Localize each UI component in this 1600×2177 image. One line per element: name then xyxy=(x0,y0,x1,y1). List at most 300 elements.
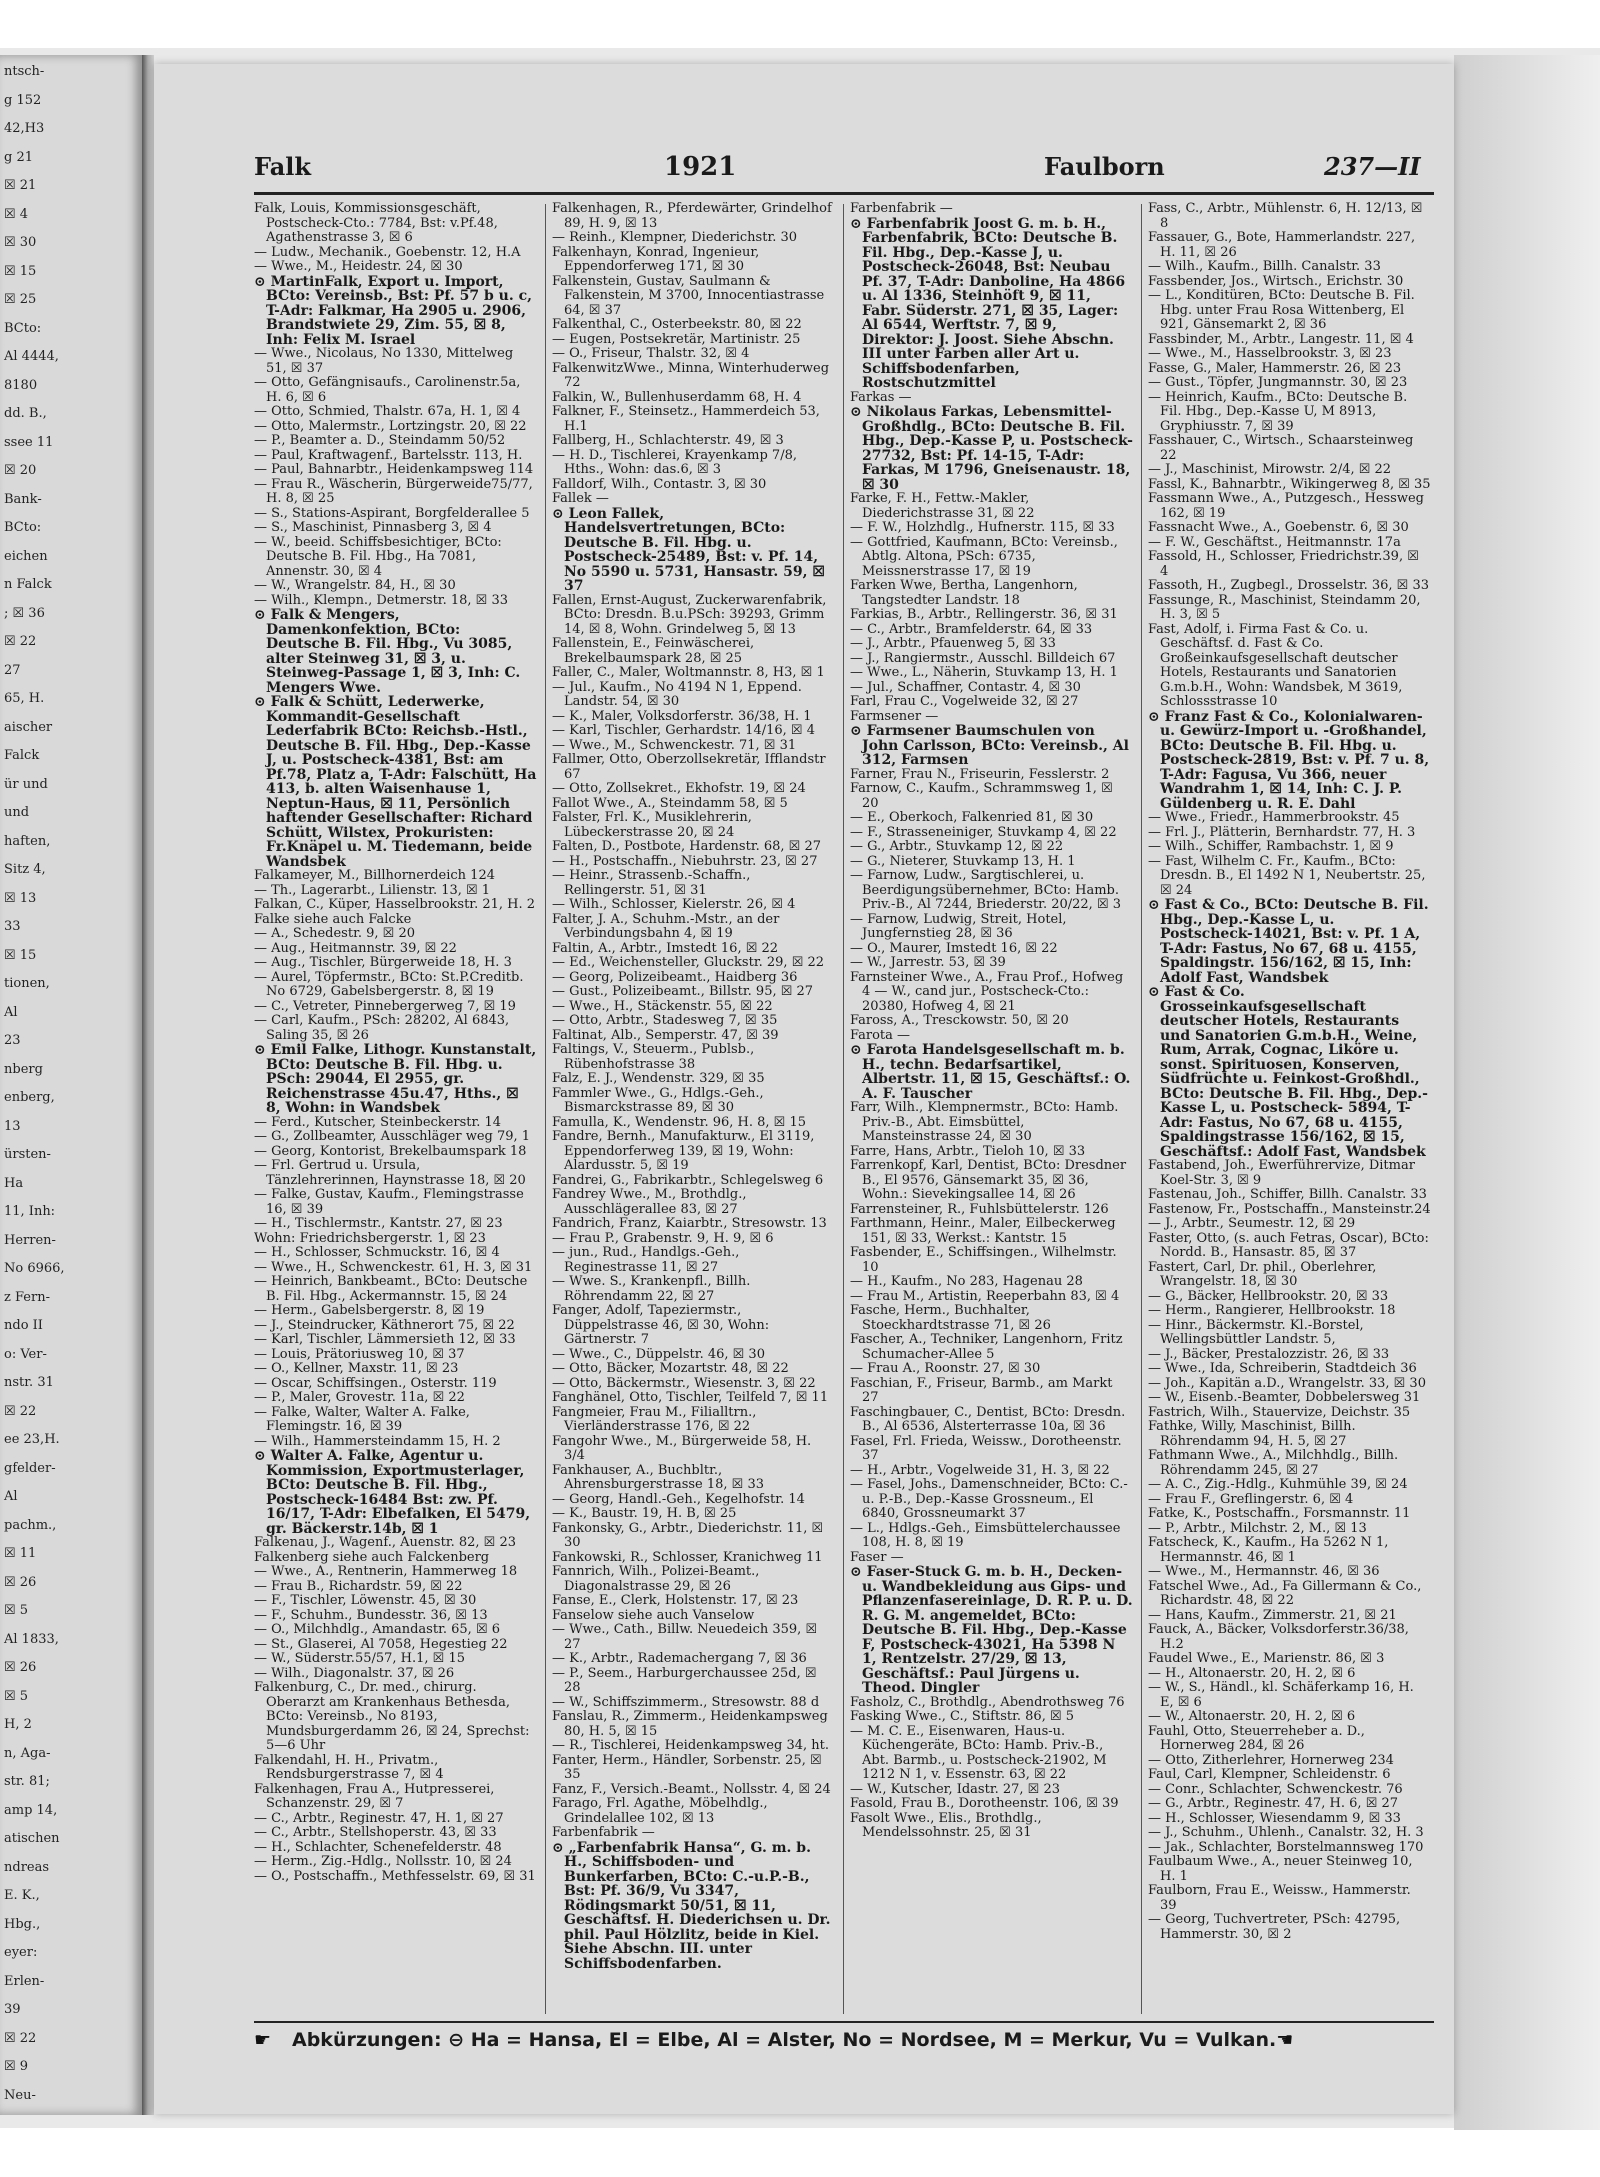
directory-entry: Fallberg, H., Schlachterstr. 49, ☒ 3 xyxy=(552,433,784,448)
directory-entry: Fandrey Wwe., M., Brothdlg., Ausschlägerallee 83, ☒ 27 xyxy=(552,1187,747,1217)
directory-entry: — Wwe., A., Rentnerin, Hammerweg 18 xyxy=(254,1564,518,1579)
directory-entry: — Wwe., Ida, Schreiberin, Stadtdeich 36 xyxy=(1148,1361,1417,1376)
directory-entry: — S., Stations-Aspirant, Borgfelderallee 5 xyxy=(254,505,530,521)
previous-page-fragment: o: Ver- xyxy=(4,1346,47,1362)
directory-entry: Fatke, K., Postschaffn., Forsmannstr. 11 xyxy=(1148,1506,1411,1521)
directory-entry: — Farnow, Ludw., Sargtischlerei, u. Beerdigungsübernehmer, BCto: Hamb. Priv.-B., Al 7244, Briederstr. 20/22, ☒ 3 xyxy=(850,868,1122,912)
directory-entry: — Otto, Arbtr., Stadesweg 7, ☒ 35 xyxy=(552,1013,778,1028)
directory-entry: — W., Schiffszimmerm., Stresowstr. 88 d xyxy=(552,1694,820,1710)
previous-page-fragment: E. K., xyxy=(4,1888,40,1903)
directory-entry: Falkenhayn, Konrad, Ingenieur, Eppendorferweg 171, ☒ 30 xyxy=(552,244,760,274)
directory-entry: — Wilh., Klempn., Detmerstr. 18, ☒ 33 xyxy=(254,592,508,608)
directory-entry: — Ferd., Kutscher, Steinbeckerstr. 14 xyxy=(254,1114,502,1130)
directory-entry: Faulborn, Frau E., Weissw., Hammerstr. 39 xyxy=(1148,1883,1411,1913)
directory-entry: ⊙ Leon Fallek, Handelsvertretungen, BCto: Deutsche B. Fil. Hbg. u. Postscheck-25489, Bst: v. Pf. 14, No 5590 u. 5731, Hansastr. 59, ☒ 37 xyxy=(552,505,825,594)
directory-entry: Fatscheck, K., Kaufm., Ha 5262 N 1, Hermannstr. 46, ☒ 1 xyxy=(1148,1535,1389,1565)
directory-entry: Fallot Wwe., A., Steindamm 58, ☒ 5 xyxy=(552,795,788,811)
directory-entry: — Jul., Schaffner, Contastr. 4, ☒ 30 xyxy=(850,679,1081,695)
previous-page-fragment: ☒ 5 xyxy=(4,1603,29,1618)
previous-page-fragment: Al xyxy=(4,1004,18,1020)
directory-entry: Falkan, C., Küper, Hasselbrookstr. 21, H. 2 xyxy=(254,897,536,912)
previous-page-fragment: haften, xyxy=(4,833,51,849)
directory-entry: ⊙ Franz Fast & Co., Kolonialwaren- u. Gewürz-Import u. -Großhandel, BCto: Deutsche B. Fil. Hbg. u. Postscheck-2819, Bst: v. Pf. 7 u. 8, T-Adr: Fagusa, Vu 366, neuer Wandrahm 1, ☒ 14, Inh: C. J. P. Güldenberg u. R. E. Dahl xyxy=(1148,708,1430,812)
directory-entry: Faschian, F., Friseur, Barmb., am Markt 27 xyxy=(850,1375,1113,1405)
column-4 xyxy=(1148,202,1431,2022)
previous-page-fragment: ☒ 5 xyxy=(4,1688,29,1704)
directory-entry: Farrensteiner, R., Fuhlsbüttelerstr. 126 xyxy=(850,1201,1109,1217)
directory-entry: Fasche, Herm., Buchhalter, Stoeckhardtstrasse 71, ☒ 26 xyxy=(850,1303,1051,1333)
directory-entry: — H., Tischlermstr., Kantstr. 27, ☒ 23 xyxy=(254,1216,503,1231)
directory-entry: — W., Eisenb.-Beamter, Dobbelersweg 31 xyxy=(1148,1390,1421,1405)
directory-entry: — Otto, Malermstr., Lortzingstr. 20, ☒ 22 xyxy=(254,418,527,434)
directory-entry: ⊙ Falk & Mengers, Damenkonfektion, BCto: Deutsche B. Fil. Hbg., Vu 3085, alter Steinweg 31, ☒ 3, u. Steinweg-Passage 1, ☒ 3, Inh: C. Mengers Wwe. xyxy=(254,607,521,696)
directory-entry: — Farnow, Ludwig, Streit, Hotel, Jungfernstieg 28, ☒ 36 xyxy=(850,911,1067,941)
directory-entry: — P., Maler, Grovestr. 11a, ☒ 22 xyxy=(254,1390,465,1405)
directory-entry: — Jul., Kaufm., No 4194 N 1, Eppend. Landstr. 54, ☒ 30 xyxy=(552,679,802,709)
directory-entry: Wohn: Friedrichsbergerstr. 1, ☒ 23 xyxy=(254,1230,486,1246)
previous-page-fragment: ntsch- xyxy=(4,64,45,79)
directory-entry: — Louis, Prätoriusweg 10, ☒ 37 xyxy=(254,1346,465,1362)
directory-entry: Fasse, G., Maler, Hammerstr. 26, ☒ 23 xyxy=(1148,360,1402,376)
directory-entry: Falster, Frl. K., Musiklehrerin, Lübeckerstrasse 20, ☒ 24 xyxy=(552,810,752,840)
directory-entry: — Wwe., H., Schwenckestr. 61, H. 3, ☒ 31 xyxy=(254,1259,533,1275)
previous-page-fragment: enberg, xyxy=(4,1090,55,1105)
directory-entry: Faltings, V., Steuerm., Publsb., Rübenhofstrasse 38 xyxy=(552,1042,755,1072)
previous-page-fragment: n Falck xyxy=(4,577,52,592)
directory-entry: — J., Rangiermstr., Ausschl. Billdeich 67 xyxy=(850,650,1116,666)
directory-entry: — W., beeid. Schiffsbesichtiger, BCto: Deutsche B. Fil. Hbg., Ha 7081, Annenstr. 30, ☒ 4 xyxy=(254,534,502,579)
previous-page-fragment: 33 xyxy=(4,919,21,934)
abbreviations-footer xyxy=(254,2029,1434,2057)
directory-entry: — Herm., Zig.-Hdlg., Nollsstr. 10, ☒ 24 xyxy=(254,1854,512,1869)
directory-entry: Fastabend, Joh., Ewerführervize, Ditmar Koel-Str. 3, ☒ 9 xyxy=(1148,1158,1415,1188)
directory-entry: — H., Altonaerstr. 20, H. 2, ☒ 6 xyxy=(1148,1665,1356,1681)
previous-page-fragment: ssee 11 xyxy=(4,434,54,450)
previous-page-fragment: ndo II xyxy=(4,1318,43,1333)
directory-entry: — Th., Lagerarbt., Lilienstr. 13, ☒ 1 xyxy=(254,882,491,898)
directory-entry: Fallenstein, E., Feinwäscherei, Brekelbaumspark 28, ☒ 25 xyxy=(552,636,755,666)
directory-entry: — Georg, Polizeibeamt., Haidberg 36 xyxy=(552,969,798,985)
directory-entry: — Wwe., Nicolaus, No 1330, Mittelweg 51, ☒ 37 xyxy=(254,346,514,376)
directory-entry: Fanger, Adolf, Tapeziermstr., Düppelstrasse 46, ☒ 30, Wohn: Gärtnerstr. 7 xyxy=(552,1303,770,1347)
directory-entry: Fastert, Carl, Dr. phil., Oberlehrer, Wrangelstr. 18, ☒ 30 xyxy=(1148,1259,1377,1289)
directory-entry: Faschingbauer, C., Dentist, BCto: Dresdn. B., Al 6536, Alsterterrasse 10a, ☒ 36 xyxy=(850,1404,1126,1434)
header-first-name: Falk xyxy=(254,152,312,181)
directory-entry: — Gottfried, Kaufmann, BCto: Vereinsb., Abtlg. Altona, PSch: 6735, Meissnerstrasse 17, ☒ 19 xyxy=(850,534,1118,579)
directory-entry: Falter, J. A., Schuhm.-Mstr., an der Verbindungsbahn 4, ☒ 19 xyxy=(552,911,780,941)
directory-entry: — Aug., Tischler, Bürgerweide 18, H. 3 xyxy=(254,955,512,970)
directory-entry: — P., Beamter a. D., Steindamm 50/52 xyxy=(254,433,506,448)
directory-entry: Faller, C., Maler, Woltmannstr. 8, H3, ☒ 1 xyxy=(552,665,825,680)
directory-entry: Farl, Frau C., Vogelweide 32, ☒ 27 xyxy=(850,694,1079,709)
directory-entry: ⊙ Fast & Co., BCto: Deutsche B. Fil. Hbg., Dep.-Kasse L, u. Postscheck-14021, Bst: v. Pf. 1 A, T-Adr: Fastus, No 67, 68 u. 4155, Spaldingstr. 156/162, ☒ 15, Inh: Adolf Fast, Wandsbek xyxy=(1148,897,1429,986)
directory-entry: Falz, E. J., Wendenstr. 329, ☒ 35 xyxy=(552,1071,765,1086)
previous-page-fragment: ☒ 9 xyxy=(4,2059,29,2074)
previous-page-fragment: aischer xyxy=(4,719,53,735)
directory-entry: — H., Postschaffn., Niebuhrstr. 23, ☒ 27 xyxy=(552,853,818,869)
directory-entry: — jun., Rud., Handlgs.-Geh., Reginestrasse 11, ☒ 27 xyxy=(552,1245,740,1275)
directory-entry: Fassold, H., Schlosser, Friedrichstr.39, ☒ 4 xyxy=(1148,549,1419,579)
directory-entry: Falkenau, J., Wagenf., Auenstr. 82, ☒ 23 xyxy=(254,1535,516,1550)
directory-entry: Fanghänel, Otto, Tischler, Teilfeld 7, ☒ 11 xyxy=(552,1390,829,1405)
directory-entry: — C., Arbtr., Bramfelderstr. 64, ☒ 33 xyxy=(850,621,1093,637)
directory-entry: ⊙ Faser-Stuck G. m. b. H., Decken- u. Wandbekleidung aus Gips- und Pflanzenfasereinlage, D. R. P. u. D. R. G. M. angemeldet, BCto: Deutsche B. Fil. Hbg., Dep.-Kasse F, Postscheck-43021, Ha 5398 N 1, Rentzelstr. 27/29, ☒ 13, Geschäftsf.: Paul Jürgens u. Theod. Dingler xyxy=(850,1564,1133,1696)
directory-entry: — M. C. E., Eisenwaren, Haus-u. Küchengeräte, BCto: Hamb. Priv.-B., Abt. Barmb., u. Postscheck-21902, M 1212 N 1, v. Essenstr. 63, ☒ 22 xyxy=(850,1723,1107,1782)
previous-page-fragment: 42,H3 xyxy=(4,121,45,136)
directory-entry: — W., Kutscher, Idastr. 27, ☒ 23 xyxy=(850,1781,1060,1797)
directory-entry: — A., Schedestr. 9, ☒ 20 xyxy=(254,926,415,941)
directory-entry: Falkenstein, Gustav, Saulmann & Falkenstein, M 3700, Innocentiastrasse 64, ☒ 37 xyxy=(552,273,825,318)
previous-page-fragment: Neu- xyxy=(4,2087,36,2103)
directory-entry: — Otto, Schmied, Thalstr. 67a, H. 1, ☒ 4 xyxy=(254,404,521,419)
previous-page-fragment: g 21 xyxy=(4,149,33,165)
directory-entry: — Wilh., Hammersteindamm 15, H. 2 xyxy=(254,1433,501,1449)
previous-page-fragment: BCto: xyxy=(4,320,42,336)
directory-entry: — H., Arbtr., Vogelweide 31, H. 3, ☒ 22 xyxy=(850,1462,1110,1478)
directory-entry: ⊙ Nikolaus Farkas, Lebensmittel-Großhdlg., BCto: Deutsche B. Fil. Hbg., Dep.-Kasse P, u. Postscheck-27732, Bst: Pf. 14-15, T-Adr: Farkas, M 1796, Gneisenaustr. 18, ☒ 30 xyxy=(850,404,1133,493)
directory-entry: Fassauer, G., Bote, Hammerlandstr. 227, H. 11, ☒ 26 xyxy=(1148,230,1416,260)
directory-entry: — W., Wrangelstr. 84, H., ☒ 30 xyxy=(254,578,456,593)
directory-entry: — J., Arbtr., Seumestr. 12, ☒ 29 xyxy=(1148,1216,1356,1231)
previous-page-fragment: 65, H. xyxy=(4,691,45,706)
directory-entry: — Conr., Schlachter, Schwenckestr. 76 xyxy=(1148,1781,1403,1797)
previous-page-fragment: ndreas xyxy=(4,1859,50,1875)
directory-entry: — Karl, Tischler, Gerhardstr. 14/16, ☒ 4 xyxy=(552,723,815,738)
directory-entry: Fathmann Wwe., A., Milchhdlg., Billh. Röhrendamm 245, ☒ 27 xyxy=(1148,1448,1399,1478)
directory-entry: Falke siehe auch Falcke xyxy=(254,911,412,927)
directory-entry: Fathke, Willy, Maschinist, Billh. Röhrendamm 94, H. 5, ☒ 27 xyxy=(1148,1419,1356,1449)
directory-entry: Farkias, B., Arbtr., Rellingerstr. 36, ☒ 31 xyxy=(850,607,1118,622)
directory-entry: — Carl, Kaufm., PSch: 28202, Al 6843, Saling 35, ☒ 26 xyxy=(254,1013,510,1043)
directory-entry: — Otto, Gefängnisaufs., Carolinenstr.5a, H. 6, ☒ 6 xyxy=(254,375,521,405)
previous-page-fragment: Hbg., xyxy=(4,1916,41,1932)
directory-entry: Faross, A., Tresckowstr. 50, ☒ 20 xyxy=(850,1013,1069,1028)
previous-page-fragment: ☒ 15 xyxy=(4,263,37,279)
directory-entry: — K., Maler, Volksdorferstr. 36/38, H. 1 xyxy=(552,708,812,724)
directory-entry: — F., Strasseneiniger, Stuvkamp 4, ☒ 22 xyxy=(850,824,1117,840)
directory-entry: Fankonsky, G., Arbtr., Diederichstr. 11, ☒ 30 xyxy=(552,1520,824,1550)
directory-entry: — Hans, Kaufm., Zimmerstr. 21, ☒ 21 xyxy=(1148,1607,1397,1623)
directory-entry: Faster, Otto, (s. auch Fetras, Oscar), BCto: Nordd. B., Hansastr. 85, ☒ 37 xyxy=(1148,1230,1429,1260)
directory-entry: Fanter, Herm., Händler, Sorbenstr. 25, ☒ 35 xyxy=(552,1752,822,1782)
directory-entry: — Wilh., Kaufm., Billh. Canalstr. 33 xyxy=(1148,259,1381,274)
directory-entry: — C., Vetreter, Pinnebergerweg 7, ☒ 19 xyxy=(254,998,516,1014)
directory-entry: — Falke, Gustav, Kaufm., Flemingstrasse 16, ☒ 39 xyxy=(254,1187,524,1217)
directory-entry: — Fast, Wilhelm C. Fr., Kaufm., BCto: Dresdn. B., El 1492 N 1, Neubertstr. 25, ☒ 24 xyxy=(1148,853,1426,898)
directory-entry: — F. W., Geschäftst., Heitmannstr. 17a xyxy=(1148,534,1401,550)
directory-entry: Farota — xyxy=(850,1027,911,1043)
directory-entry: — Karl, Tischler, Lämmersieth 12, ☒ 33 xyxy=(254,1332,516,1347)
directory-entry: Fasel, Frl. Frieda, Weissw., Dorotheenstr. 37 xyxy=(850,1433,1122,1463)
directory-entry: — Heinr., Strassenb.-Schaffn., Rellingerstr. 51, ☒ 31 xyxy=(552,868,751,898)
directory-entry: — Aurel, Töpfermstr., BCto: St.P.Creditb. No 6729, Gabelsbergerstr. 8, ☒ 19 xyxy=(254,969,524,999)
directory-entry: ⊙ MartinFalk, Export u. Import, BCto: Vereinsb., Bst: Pf. 57 b u. c, T-Adr: Falkmar, Ha 2905 u. 2906, Brandstwiete 29, Zim. 55, ☒ 8, Inh: Felix M. Israel xyxy=(254,273,533,348)
directory-entry: Fascher, A., Techniker, Langenhorn, Fritz Schumacher-Allee 5 xyxy=(850,1332,1123,1362)
directory-entry: — Hinr., Bäckermstr. Kl.-Borstel, Wellingsbüttler Landstr. 5, xyxy=(1148,1317,1364,1347)
directory-entry: — Reinh., Klempner, Diederichstr. 30 xyxy=(552,230,798,245)
directory-entry: — J., Arbtr., Pfauenweg 5, ☒ 33 xyxy=(850,636,1056,651)
directory-entry: — E., Oberkoch, Falkenried 81, ☒ 30 xyxy=(850,810,1094,825)
directory-entry: Falkenhagen, R., Pferdewärter, Grindelhof 89, H. 9, ☒ 13 xyxy=(552,202,832,231)
directory-entry: Fauck, A., Bäcker, Volksdorferstr.36/38, H.2 xyxy=(1148,1622,1409,1652)
previous-page-fragment: Erlen- xyxy=(4,1973,45,1989)
directory-entry: Fassmann Wwe., A., Putzgesch., Hessweg 162, ☒ 19 xyxy=(1148,491,1424,521)
directory-entry: — Gust., Töpfer, Jungmannstr. 30, ☒ 23 xyxy=(1148,375,1408,390)
directory-entry: Farnsteiner Wwe., A., Frau Prof., Hofweg 4 — W., cand jur., Postscheck-Cto.: 20380, Hofweg 4, ☒ 21 xyxy=(850,969,1124,1014)
directory-entry: — Wwe., C., Düppelstr. 46, ☒ 30 xyxy=(552,1346,765,1362)
right-margin xyxy=(1454,55,1600,2130)
previous-page-fragment: ☒ 30 xyxy=(4,235,37,250)
directory-entry: Fandre, Bernh., Manufakturw., El 3119, Eppendorferweg 139, ☒ 19, Wohn: Alardusstr. 5, ☒ 19 xyxy=(552,1129,815,1173)
directory-entry: — Falke, Walter, Walter A. Falke, Flemingstr. 16, ☒ 39 xyxy=(254,1404,470,1434)
previous-page-fragment: Al xyxy=(4,1489,18,1504)
directory-entry: Fasold, Frau B., Dorotheenstr. 106, ☒ 39 xyxy=(850,1796,1119,1811)
directory-entry: — Frau A., Roonstr. 27, ☒ 30 xyxy=(850,1361,1041,1376)
directory-entry: — F., Schuhm., Bundesstr. 36, ☒ 13 xyxy=(254,1607,488,1623)
previous-page-fragment: ür und xyxy=(4,776,48,792)
directory-entry: Faudel Wwe., E., Marienstr. 86, ☒ 3 xyxy=(1148,1651,1385,1666)
previous-page-fragment: BCto: xyxy=(4,520,42,535)
directory-entry: — Ed., Weichensteller, Gluckstr. 29, ☒ 22 xyxy=(552,955,825,970)
directory-entry: — Wwe., H., Stäckenstr. 55, ☒ 22 xyxy=(552,998,773,1014)
directory-entry: — A. C., Zig.-Hdlg., Kuhmühle 39, ☒ 24 xyxy=(1148,1477,1408,1492)
directory-entry: ⊙ Farbenfabrik Joost G. m. b. H., Farbenfabrik, BCto: Deutsche B. Fil. Hbg., Dep.-Kasse J, u. Postscheck-26048, Bst: Neubau Pf. 37, T-Adr: Danboline, Ha 4866 u. Al 1336, Steinhöft 9, ☒ 11, Fabr. Süderstr. 271, ☒ 35, Lager: Al 6544, Werftstr. 7, ☒ 9, Direktor: J. Joost. Siehe Abschn. III unter Farben aller Art u. Schiffsbodenfarben, Rostschutzmittel xyxy=(850,215,1126,391)
previous-page-fragment: atischen xyxy=(4,1831,60,1846)
directory-entry: — H., Kaufm., No 283, Hagenau 28 xyxy=(850,1274,1083,1289)
directory-entry: Fanselow siehe auch Vanselow xyxy=(552,1607,755,1623)
directory-entry: FalkenwitzWwe., Minna, Winterhuderweg 72 xyxy=(552,360,830,390)
directory-entry: Fast, Adolf, i. Firma Fast & Co. u. Geschäftsf. d. Fast & Co. Großeinkaufsgesellschaft deutscher Hotels, Restaurants und Sanatorien G.m.b.H., Wohn: Wandsbek, M 3619, Schlossstrasse 10 xyxy=(1148,621,1403,709)
directory-entry: Farner, Frau N., Friseurin, Fesslerstr. 2 xyxy=(850,766,1110,782)
directory-entry: — Wwe., M., Heidestr. 24, ☒ 30 xyxy=(254,259,463,274)
directory-entry: Falldorf, Wilh., Contastr. 3, ☒ 30 xyxy=(552,476,767,492)
directory-entry: — O., Postschaffn., Methfesselstr. 69, ☒ 31 xyxy=(254,1868,536,1884)
directory-entry: — W., S., Händl., kl. Schäferkamp 16, H. E, ☒ 6 xyxy=(1148,1680,1414,1710)
column-3 xyxy=(850,202,1133,2022)
previous-page-fragment: ☒ 26 xyxy=(4,1574,37,1590)
directory-entry: ⊙ Emil Falke, Lithogr. Kunstanstalt, BCto: Deutsche B. Fil. Hbg. u. PSch: 29044, El 2955, gr. Reichenstrasse 45u.47, Hths., ☒ 8, Wohn: in Wandsbek xyxy=(254,1042,537,1116)
header-year: 1921 xyxy=(664,152,737,182)
directory-entry: ⊙ Farota Handelsgesellschaft m. b. H., techn. Bedarfsartikel, Albertstr. 11, ☒ 15, Geschäftsf.: O. A. F. Tauscher xyxy=(850,1042,1131,1102)
previous-page-fragment: amp 14, xyxy=(4,1802,58,1818)
previous-page-fragment: Al 4444, xyxy=(4,349,59,364)
directory-entry: — Joh., Kapitän a.D., Wrangelstr. 33, ☒ 30 xyxy=(1148,1375,1426,1391)
directory-entry: — Eugen, Postsekretär, Martinistr. 25 xyxy=(552,331,801,347)
directory-entry: — H., Schlosser, Schmuckstr. 16, ☒ 4 xyxy=(254,1245,500,1260)
directory-entry: — H. D., Tischlerei, Krayenkamp 7/8, Hths., Wohn: das.6, ☒ 3 xyxy=(552,447,797,477)
directory-entry: Fannrich, Wilh., Polizei-Beamt., Diagonalstrasse 29, ☒ 26 xyxy=(552,1564,760,1594)
directory-entry: — Oscar, Schiffsingen., Osterstr. 119 xyxy=(254,1375,497,1391)
column-divider xyxy=(843,204,844,2014)
column-divider xyxy=(1141,204,1142,2014)
previous-page-fragment: tionen, xyxy=(4,976,50,991)
directory-entry: Fastrich, Wilh., Stauervize, Deichstr. 35 xyxy=(1148,1404,1411,1420)
directory-page xyxy=(154,64,1454,2114)
directory-entry: Fasking Wwe., C., Stiftstr. 86, ☒ 5 xyxy=(850,1709,1075,1724)
directory-entry: Fammler Wwe., G., Hdlgs.-Geh., Bismarckstrasse 89, ☒ 30 xyxy=(552,1085,764,1115)
directory-entry: — Wwe. S., Krankenpfl., Billh. Röhrendamm 22, ☒ 27 xyxy=(552,1274,751,1304)
directory-entry: — St., Glaserei, Al 7058, Hegestieg 22 xyxy=(254,1636,508,1652)
directory-entry: — H., Schlachter, Schenefelderstr. 48 xyxy=(254,1839,502,1855)
directory-entry: — Georg, Kontorist, Brekelbaumspark 18 xyxy=(254,1143,527,1159)
previous-page-fragment: Bank- xyxy=(4,491,42,507)
directory-entry: Farago, Frl. Agathe, Möbelhdlg., Grindelallee 102, ☒ 13 xyxy=(552,1796,768,1826)
directory-entry: Fassoth, H., Zugbegl., Drosselstr. 36, ☒ 33 xyxy=(1148,578,1430,593)
directory-entry: Fassbinder, M., Arbtr., Langestr. 11, ☒ 4 xyxy=(1148,331,1414,347)
directory-entry: Fauhl, Otto, Steuerreheber a. D., Hornerweg 284, ☒ 26 xyxy=(1148,1723,1365,1753)
page-number: 237—II xyxy=(1324,152,1421,181)
previous-page-fragment: ☒ 20 xyxy=(4,463,37,478)
previous-page-fragment: pachm., xyxy=(4,1517,57,1533)
previous-page-fragment: ☒ 26 xyxy=(4,1660,37,1675)
directory-entry: — C., Arbtr., Stellshoperstr. 43, ☒ 33 xyxy=(254,1825,497,1840)
column-1 xyxy=(254,202,537,2022)
previous-page-fragment: z Fern- xyxy=(4,1289,50,1305)
previous-page-fragment: eichen xyxy=(4,548,48,564)
previous-page-fragment: nstr. 31 xyxy=(4,1375,54,1390)
directory-entry: Fallmer, Otto, Oberzollsekretär, Ifflandstr 67 xyxy=(552,752,826,782)
directory-entry: Falkenthal, C., Osterbeekstr. 80, ☒ 22 xyxy=(552,317,802,332)
previous-page-fragment: Ha xyxy=(4,1175,24,1191)
directory-entry: — Otto, Zitherlehrer, Hornerweg 234 xyxy=(1148,1752,1394,1768)
directory-entry: Falkenhagen, Frau A., Hutpresserei, Schanzenstr. 29, ☒ 7 xyxy=(254,1781,495,1811)
directory-entry: Fatschel Wwe., Ad., Fa Gillermann & Co., Richardstr. 48, ☒ 22 xyxy=(1148,1578,1422,1608)
directory-entry: — Wilh., Schiffer, Rambachstr. 1, ☒ 9 xyxy=(1148,839,1394,854)
previous-page-fragment: Al 1833, xyxy=(4,1631,59,1647)
directory-entry: Fastenow, Fr., Postschaffn., Mansteinstr.24 xyxy=(1148,1201,1431,1217)
directory-entry: — Wilh., Diagonalstr. 37, ☒ 26 xyxy=(254,1665,455,1681)
directory-entry: — Wilh., Schlosser, Kielerstr. 26, ☒ 4 xyxy=(552,897,796,912)
directory-entry: — Otto, Zollsekret., Ekhofstr. 19, ☒ 24 xyxy=(552,781,806,796)
directory-entry: Fanse, E., Clerk, Holstenstr. 17, ☒ 23 xyxy=(552,1593,799,1608)
footer-rule xyxy=(254,2021,1434,2023)
directory-entry: Fassunge, R., Maschinist, Steindamm 20, H. 3, ☒ 5 xyxy=(1148,592,1421,622)
directory-entry: — O., Kellner, Maxstr. 11, ☒ 23 xyxy=(254,1361,459,1376)
directory-entry: — Paul, Bahnarbtr., Heidenkampsweg 114 xyxy=(254,462,534,477)
directory-entry: Fankowski, R., Schlosser, Kranichweg 11 xyxy=(552,1549,823,1565)
directory-entry: — Wwe., L., Näherin, Stuvkamp 13, H. 1 xyxy=(850,665,1118,680)
directory-entry: Fandrei, G., Fabrikarbtr., Schlegelsweg 6 xyxy=(552,1172,824,1188)
previous-page-fragment: ürsten- xyxy=(4,1147,51,1162)
directory-entry: — Herm., Rangierer, Hellbrookstr. 18 xyxy=(1148,1303,1396,1318)
previous-page-fragment: H, 2 xyxy=(4,1717,32,1732)
directory-entry: — P., Arbtr., Milchstr. 2, M., ☒ 13 xyxy=(1148,1520,1367,1536)
directory-entry: — Otto, Bäcker, Mozartstr. 48, ☒ 22 xyxy=(552,1361,789,1376)
previous-page-fragment: 11, Inh: xyxy=(4,1204,56,1219)
directory-entry: — W., Jarrestr. 53, ☒ 39 xyxy=(850,955,1006,970)
directory-entry: Fanslau, R., Zimmerm., Heidenkampsweg 80, H. 5, ☒ 15 xyxy=(552,1709,828,1739)
previous-page-fragment: ☒ 25 xyxy=(4,292,37,307)
previous-page-fragment: ☒ 22 xyxy=(4,634,37,649)
directory-entry: — L., Hdlgs.-Geh., Eimsbüttelerchaussee 108, H. 8, ☒ 19 xyxy=(850,1520,1121,1550)
directory-entry: — Georg, Handl.-Geh., Kegelhofstr. 14 xyxy=(552,1491,805,1507)
previous-page-fragment: ☒ 22 xyxy=(4,2030,37,2046)
directory-entry: — O., Friseur, Thalstr. 32, ☒ 4 xyxy=(552,346,750,361)
page-header xyxy=(254,152,1434,188)
previous-page-fragment: dd. B., xyxy=(4,406,47,421)
previous-page-fragment: 8180 xyxy=(4,377,38,393)
directory-entry: — Herm., Gabelsbergerstr. 8, ☒ 19 xyxy=(254,1303,485,1318)
directory-entry: Fasshauer, C., Wirtsch., Schaarsteinweg 22 xyxy=(1148,433,1414,463)
directory-entry: — Heinrich, Bankbeamt., BCto: Deutsche B. Fil. Hbg., Ackermannstr. 15, ☒ 24 xyxy=(254,1274,528,1304)
directory-entry: Farmsener — xyxy=(850,708,939,724)
previous-page-fragment: 13 xyxy=(4,1118,21,1134)
directory-entry: Fass, C., Arbtr., Mühlenstr. 6, H. 12/13, ☒ 8 xyxy=(1148,202,1423,231)
hand-pointer-icon: ☚ xyxy=(1276,2029,1294,2051)
directory-entry: — L., Konditüren, BCto: Deutsche B. Fil. Hbg. unter Frau Rosa Wittenberg, El 921, Gänsemarkt 2, ☒ 36 xyxy=(1148,288,1415,332)
previous-page-fragment: 27 xyxy=(4,662,21,678)
directory-entry: Famulla, K., Wendenstr. 96, H. 8, ☒ 15 xyxy=(552,1114,807,1130)
directory-entry: — Aug., Heitmannstr. 39, ☒ 22 xyxy=(254,940,457,956)
directory-entry: — J., Schuhm., Uhlenh., Canalstr. 32, H. 3 xyxy=(1148,1825,1424,1840)
abbreviations-text: Abkürzungen: ⊖ Ha = Hansa, El = Elbe, Al = Alster, No = Nordsee, M = Merkur, Vu = Vulkan. xyxy=(292,2029,1277,2051)
directory-entry: — Ludw., Mechanik., Goebenstr. 12, H.A xyxy=(254,244,521,260)
directory-entry: Fasolt Wwe., Elis., Brothdlg., Mendelssohnstr. 25, ☒ 31 xyxy=(850,1810,1042,1840)
directory-entry: Fandrich, Franz, Kaiarbtr., Stresowstr. 13 xyxy=(552,1216,827,1231)
directory-entry: Falkameyer, M., Billhornerdeich 124 xyxy=(254,868,495,883)
directory-entry: — Frau P., Grabenstr. 9, H. 9, ☒ 6 xyxy=(552,1230,774,1246)
hand-pointer-icon: ☛ xyxy=(254,2029,272,2051)
directory-entry: — Frau B., Richardstr. 59, ☒ 22 xyxy=(254,1578,463,1594)
previous-page-fragment: und xyxy=(4,805,30,820)
directory-entry: Fassbender, Jos., Wirtsch., Erichstr. 30 xyxy=(1148,273,1404,289)
directory-entry: Faltinat, Alb., Semperstr. 47, ☒ 39 xyxy=(552,1027,779,1043)
column-divider xyxy=(545,204,546,2014)
previous-page-fragment: ☒ 13 xyxy=(4,890,37,906)
directory-entry: — J., Maschinist, Mirowstr. 2/4, ☒ 22 xyxy=(1148,462,1392,477)
previous-page-fragment: No 6966, xyxy=(4,1261,65,1276)
directory-entry: — Georg, Tuchvertreter, PSch: 42795, Hammerstr. 30, ☒ 2 xyxy=(1148,1912,1401,1942)
directory-entry: ⊙ Farmsener Baumschulen von John Carlsson, BCto: Vereinsb., Al 312, Farmsen xyxy=(850,723,1129,768)
directory-entry: — J., Bäcker, Prestalozzistr. 26, ☒ 33 xyxy=(1148,1346,1390,1362)
directory-entry: — Frau F., Greflingerstr. 6, ☒ 4 xyxy=(1148,1491,1354,1507)
directory-entry: Faul, Carl, Klempner, Schleidenstr. 6 xyxy=(1148,1767,1391,1782)
directory-entry: — P., Seem., Harburgerchaussee 25d, ☒ 28 xyxy=(552,1665,817,1695)
directory-entry: — Jak., Schlachter, Borstelmannsweg 170 xyxy=(1148,1839,1424,1855)
directory-entry: — Frau R., Wäscherin, Bürgerweide75/77, H. 8, ☒ 25 xyxy=(254,476,533,506)
header-last-name: Faulborn xyxy=(1044,152,1165,181)
directory-entry: — G., Nieterer, Stuvkamp 13, H. 1 xyxy=(850,853,1076,869)
directory-entry: Falkenburg, C., Dr. med., chirurg. Oberarzt am Krankenhaus Bethesda, BCto: Vereinsb., No 8193, Mundsburgerdamm 26, ☒ 24, Sprechst: 5—6 Uhr xyxy=(254,1680,530,1753)
directory-entry: — Otto, Bäckermstr., Wiesenstr. 3, ☒ 22 xyxy=(552,1375,816,1391)
directory-entry: Fasholz, C., Brothdlg., Abendrothsweg 76 xyxy=(850,1694,1125,1710)
previous-page-fragment: Herren- xyxy=(4,1232,56,1248)
directory-entry: — W., Süderstr.55/57, H.1, ☒ 15 xyxy=(254,1651,466,1666)
directory-entry: Farbenfabrik — xyxy=(552,1825,655,1840)
directory-entry: Fastenau, Joh., Schiffer, Billh. Canalstr. 33 xyxy=(1148,1187,1427,1202)
previous-page-fragment: eyer: xyxy=(4,1945,38,1960)
directory-entry: Farke, F. H., Fettw.-Makler, Diederichstrasse 31, ☒ 22 xyxy=(850,491,1035,521)
directory-entry: Falkendahl, H. H., Privatm., Rendsburgerstrasse 7, ☒ 4 xyxy=(254,1752,444,1782)
entry-columns xyxy=(254,202,1434,2022)
directory-entry: Fangmeier, Frau M., Filialltrn., Vierländerstrasse 176, ☒ 22 xyxy=(552,1404,757,1434)
previous-page-fragment: ee 23,H. xyxy=(4,1432,60,1447)
directory-entry: Fassnacht Wwe., A., Goebenstr. 6, ☒ 30 xyxy=(1148,520,1409,535)
directory-entry: Fankhauser, A., Buchbltr., Ahrensburgerstrasse 18, ☒ 33 xyxy=(552,1462,765,1492)
previous-page-fragment: ☒ 11 xyxy=(4,1546,37,1561)
header-rule xyxy=(254,192,1434,195)
directory-entry: — Heinrich, Kaufm., BCto: Deutsche B. Fil. Hbg., Dep.-Kasse U, M 8913, Gryphiusstr. 7, ☒ 39 xyxy=(1148,389,1408,434)
directory-entry: Farrenkopf, Karl, Dentist, BCto: Dresdner B., El 9576, Gänsemarkt 35, ☒ 36, Wohn.: Sievekingsallee 14, ☒ 26 xyxy=(850,1158,1127,1202)
previous-page-fragment: n, Aga- xyxy=(4,1745,51,1761)
previous-page-fragment: ☒ 15 xyxy=(4,947,37,963)
previous-page-fragment: 23 xyxy=(4,1033,21,1048)
directory-entry: — Fasel, Johs., Damenschneider, BCto: C.- u. P.-B., Dep.-Kasse Grossneum., El 6840, Grossneumarkt 37 xyxy=(850,1477,1128,1521)
previous-page-fragment: ☒ 4 xyxy=(4,206,29,222)
directory-entry: — Wwe., Cath., Billw. Neuedeich 359, ☒ 27 xyxy=(552,1622,818,1652)
previous-page-fragment: 39 xyxy=(4,2002,21,2017)
previous-page-edge xyxy=(0,55,142,2115)
